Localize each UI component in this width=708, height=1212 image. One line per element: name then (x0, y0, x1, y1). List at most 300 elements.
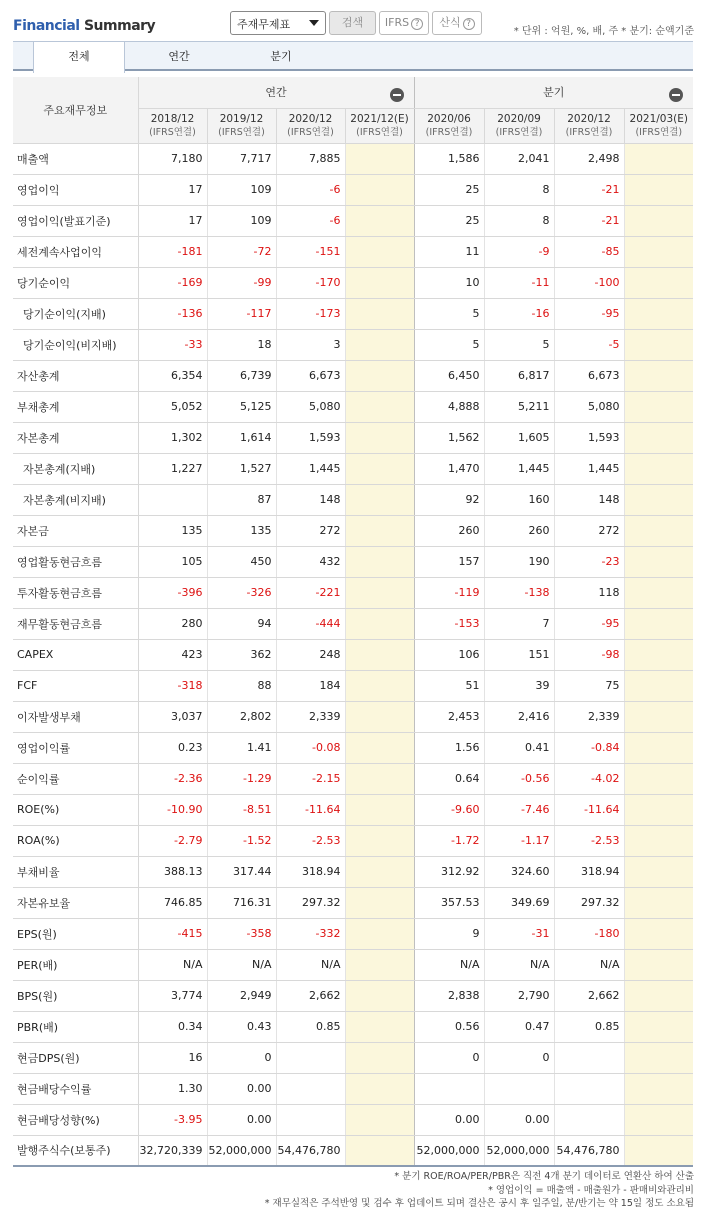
column-header (554, 108, 624, 143)
table-cell (345, 174, 414, 205)
table-cell: 1,302 (138, 422, 207, 453)
table-row (13, 670, 693, 701)
search-button[interactable]: 검색 (329, 11, 376, 35)
row-label: 세전계속사업이익 (13, 236, 138, 267)
table-cell (624, 608, 693, 639)
table-cell: 54,476,780 (276, 1135, 345, 1166)
table-cell (276, 1073, 345, 1104)
table-cell: 135 (138, 515, 207, 546)
table-cell (624, 639, 693, 670)
table-cell: 135 (207, 515, 276, 546)
table-cell (345, 1011, 414, 1042)
row-label: 자산총계 (13, 360, 138, 391)
table-cell: -0.84 (554, 732, 624, 763)
table-cell: 3 (276, 329, 345, 360)
table-cell: 6,739 (207, 360, 276, 391)
table-cell (345, 453, 414, 484)
table-cell: -0.08 (276, 732, 345, 763)
chevron-down-icon (309, 20, 319, 26)
table-cell (345, 670, 414, 701)
row-label: 발행주식수(보통주) (13, 1135, 138, 1166)
table-cell (624, 856, 693, 887)
table-row (13, 949, 693, 980)
table-cell: 0.47 (484, 1011, 554, 1042)
table-cell: 2,416 (484, 701, 554, 732)
table-row (13, 794, 693, 825)
table-cell: 148 (554, 484, 624, 515)
table-cell: 5,080 (276, 391, 345, 422)
quarter-group-label: 분기 (543, 86, 565, 100)
table-cell (624, 1073, 693, 1104)
table-cell: -221 (276, 577, 345, 608)
row-label: 자본유보율 (13, 887, 138, 918)
table-cell: 184 (276, 670, 345, 701)
table-cell: 25 (414, 205, 484, 236)
table-cell: -117 (207, 298, 276, 329)
table-cell: 2,453 (414, 701, 484, 732)
table-cell (624, 267, 693, 298)
table-cell: 2,802 (207, 701, 276, 732)
table-cell: -318 (138, 670, 207, 701)
column-period: 2020/06 (427, 112, 471, 125)
row-label: ROE(%) (13, 794, 138, 825)
title-part1: Financial (13, 18, 80, 34)
table-cell: 0.00 (484, 1104, 554, 1135)
table-cell: -2.15 (276, 763, 345, 794)
table-row (13, 856, 693, 887)
table-cell: -11 (484, 267, 554, 298)
table-cell: 2,339 (554, 701, 624, 732)
table-cell (345, 329, 414, 360)
table-cell: -16 (484, 298, 554, 329)
table-cell (345, 143, 414, 174)
table-row (13, 236, 693, 267)
table-cell: 32,720,339 (138, 1135, 207, 1166)
table-cell: 272 (276, 515, 345, 546)
tab-all[interactable]: 전체 (33, 42, 125, 73)
table-cell: 0 (207, 1042, 276, 1073)
table-cell: -85 (554, 236, 624, 267)
table-cell (624, 453, 693, 484)
table-cell: 362 (207, 639, 276, 670)
table-row (13, 205, 693, 236)
row-label: 영업이익 (13, 174, 138, 205)
row-label: FCF (13, 670, 138, 701)
table-cell: 2,662 (554, 980, 624, 1011)
row-label: 부채총계 (13, 391, 138, 422)
table-cell: -444 (276, 608, 345, 639)
table-cell: -6 (276, 174, 345, 205)
table-cell (345, 918, 414, 949)
table-cell (345, 267, 414, 298)
table-cell: -10.90 (138, 794, 207, 825)
table-cell: 7,180 (138, 143, 207, 174)
row-label: PER(배) (13, 949, 138, 980)
table-cell: -21 (554, 205, 624, 236)
table-cell: 260 (414, 515, 484, 546)
table-row (13, 639, 693, 670)
table-cell: 432 (276, 546, 345, 577)
row-label: 당기순이익(지배) (13, 298, 138, 329)
table-cell: N/A (138, 949, 207, 980)
table-cell (345, 298, 414, 329)
table-cell: 9 (414, 918, 484, 949)
table-cell: 4,888 (414, 391, 484, 422)
table-cell (624, 174, 693, 205)
annual-group-label: 연간 (265, 86, 287, 100)
table-cell: 0 (484, 1042, 554, 1073)
column-basis: (IFRS연결) (149, 126, 196, 138)
column-header (276, 108, 345, 143)
table-cell (554, 1042, 624, 1073)
table-cell (624, 205, 693, 236)
row-label: 순이익률 (13, 763, 138, 794)
table-cell: 0.00 (207, 1104, 276, 1135)
table-cell: 1.56 (414, 732, 484, 763)
table-cell: 1,605 (484, 422, 554, 453)
table-row (13, 453, 693, 484)
table-cell (484, 1073, 554, 1104)
table-cell: 17 (138, 174, 207, 205)
table-cell: -1.17 (484, 825, 554, 856)
table-cell: 94 (207, 608, 276, 639)
table-cell: 39 (484, 670, 554, 701)
table-cell (624, 980, 693, 1011)
table-cell: 8 (484, 205, 554, 236)
table-cell: 148 (276, 484, 345, 515)
row-label: 현금DPS(원) (13, 1042, 138, 1073)
table-cell: 7,717 (207, 143, 276, 174)
table-cell: 423 (138, 639, 207, 670)
table-cell (345, 639, 414, 670)
table-cell: 7,885 (276, 143, 345, 174)
table-cell: 75 (554, 670, 624, 701)
table-cell: 1.41 (207, 732, 276, 763)
collapse-annual-icon[interactable] (390, 88, 404, 102)
row-label: 영업이익(발표기준) (13, 205, 138, 236)
question-icon: ? (411, 18, 423, 30)
page-title (13, 18, 155, 34)
column-header (138, 108, 207, 143)
table-cell: 1,445 (276, 453, 345, 484)
table-cell (624, 732, 693, 763)
tab-quarter[interactable]: 분기 (270, 50, 292, 63)
table-cell: -2.53 (276, 825, 345, 856)
table-row (13, 577, 693, 608)
table-row (13, 887, 693, 918)
table-cell: -31 (484, 918, 554, 949)
table-cell: -2.53 (554, 825, 624, 856)
table-cell: 109 (207, 174, 276, 205)
table-cell: -9.60 (414, 794, 484, 825)
table-cell (624, 360, 693, 391)
table-cell: N/A (484, 949, 554, 980)
table-cell: -9 (484, 236, 554, 267)
label-header: 주요재무정보 (13, 77, 138, 143)
column-header (624, 108, 693, 143)
table-cell (624, 577, 693, 608)
table-row (13, 298, 693, 329)
table-cell (624, 1042, 693, 1073)
table-cell (624, 236, 693, 267)
column-basis: (IFRS연결) (356, 126, 403, 138)
table-cell: 52,000,000 (484, 1135, 554, 1166)
question-icon: ? (463, 18, 475, 30)
row-label: 당기순이익 (13, 267, 138, 298)
table-cell (624, 484, 693, 515)
table-cell (345, 949, 414, 980)
table-cell: 6,817 (484, 360, 554, 391)
row-label: 매출액 (13, 143, 138, 174)
table-cell: -396 (138, 577, 207, 608)
table-cell (345, 236, 414, 267)
table-cell: 5 (414, 298, 484, 329)
column-basis: (IFRS연결) (565, 126, 613, 138)
table-cell: 0.00 (207, 1073, 276, 1104)
table-cell: 450 (207, 546, 276, 577)
table-cell (624, 1135, 693, 1166)
table-cell: 105 (138, 546, 207, 577)
table-row (13, 174, 693, 205)
table-cell: -326 (207, 577, 276, 608)
table-cell (624, 887, 693, 918)
column-period: 2021/03(E) (629, 112, 688, 125)
row-label: PBR(배) (13, 1011, 138, 1042)
table-cell: 0.23 (138, 732, 207, 763)
table-cell: 6,673 (276, 360, 345, 391)
table-cell: 1,445 (484, 453, 554, 484)
table-cell (624, 701, 693, 732)
table-cell: -180 (554, 918, 624, 949)
table-cell: -1.52 (207, 825, 276, 856)
table-cell (345, 856, 414, 887)
table-row (13, 267, 693, 298)
table-cell (345, 1135, 414, 1166)
table-cell (345, 1042, 414, 1073)
table-cell (345, 360, 414, 391)
table-cell (345, 205, 414, 236)
row-label: 자본총계(비지배) (13, 484, 138, 515)
table-cell (276, 1104, 345, 1135)
table-cell (345, 391, 414, 422)
table-cell: -1.72 (414, 825, 484, 856)
ifrs-help-button[interactable] (379, 11, 429, 35)
row-label: EPS(원) (13, 918, 138, 949)
table-cell: -2.79 (138, 825, 207, 856)
table-cell: 0.43 (207, 1011, 276, 1042)
annual-group-header (138, 77, 414, 108)
table-cell: -173 (276, 298, 345, 329)
table-cell: 318.94 (554, 856, 624, 887)
table-cell: 2,790 (484, 980, 554, 1011)
table-cell: 5,080 (554, 391, 624, 422)
footnote: * 분기 ROE/ROA/PER/PBR은 직전 4개 분기 데이터로 연환산 하여 산출 (394, 1171, 694, 1182)
table-cell: 1,593 (276, 422, 345, 453)
table-cell: 297.32 (554, 887, 624, 918)
table-cell: 746.85 (138, 887, 207, 918)
table-cell: 0 (414, 1042, 484, 1073)
table-row (13, 484, 693, 515)
table-cell: -0.56 (484, 763, 554, 794)
table-cell: 0.00 (414, 1104, 484, 1135)
row-label: 자본총계(지배) (13, 453, 138, 484)
table-cell: -332 (276, 918, 345, 949)
table-cell (345, 794, 414, 825)
table-cell: 1,593 (554, 422, 624, 453)
table-cell: -95 (554, 298, 624, 329)
table-cell (345, 887, 414, 918)
table-row (13, 546, 693, 577)
table-cell (345, 825, 414, 856)
table-cell (345, 608, 414, 639)
table-cell: 10 (414, 267, 484, 298)
row-label: ROA(%) (13, 825, 138, 856)
table-cell: -151 (276, 236, 345, 267)
table-cell: 25 (414, 174, 484, 205)
table-cell: 118 (554, 577, 624, 608)
table-cell (345, 763, 414, 794)
formula-help-button[interactable] (432, 11, 482, 35)
collapse-quarter-icon[interactable] (669, 88, 683, 102)
table-cell: -170 (276, 267, 345, 298)
table-cell: -33 (138, 329, 207, 360)
table-cell: 6,450 (414, 360, 484, 391)
table-row (13, 360, 693, 391)
table-cell (414, 1073, 484, 1104)
table-cell: 17 (138, 205, 207, 236)
table-cell: -4.02 (554, 763, 624, 794)
table-cell: 92 (414, 484, 484, 515)
table-cell: -98 (554, 639, 624, 670)
table-cell: 1,445 (554, 453, 624, 484)
table-cell: 7 (484, 608, 554, 639)
table-cell: -415 (138, 918, 207, 949)
table-cell (276, 1042, 345, 1073)
table-cell (554, 1073, 624, 1104)
table-row (13, 1042, 693, 1073)
table-cell: 2,041 (484, 143, 554, 174)
table-cell: 716.31 (207, 887, 276, 918)
table-row (13, 1073, 693, 1104)
table-cell: 0.64 (414, 763, 484, 794)
unit-note: * 단위 : 억원, %, 배, 주 * 분기: 순액기준 (513, 26, 694, 37)
table-cell: 260 (484, 515, 554, 546)
row-label: 재무활동현금흐름 (13, 608, 138, 639)
table-cell: 0.34 (138, 1011, 207, 1042)
table-cell: 357.53 (414, 887, 484, 918)
table-cell: -95 (554, 608, 624, 639)
table-cell: 2,498 (554, 143, 624, 174)
title-part2: Summary (83, 18, 156, 34)
table-cell: 54,476,780 (554, 1135, 624, 1166)
table-cell: -23 (554, 546, 624, 577)
row-label: 영업이익률 (13, 732, 138, 763)
column-basis: (IFRS연결) (495, 126, 543, 138)
table-row (13, 1011, 693, 1042)
table-cell: -138 (484, 577, 554, 608)
table-cell: 2,949 (207, 980, 276, 1011)
column-period: 2020/09 (497, 112, 541, 125)
table-cell: 160 (484, 484, 554, 515)
table-cell (138, 484, 207, 515)
table-cell (624, 515, 693, 546)
row-label: 자본금 (13, 515, 138, 546)
table-cell: 109 (207, 205, 276, 236)
table-cell: 5,211 (484, 391, 554, 422)
table-cell: 51 (414, 670, 484, 701)
row-label: CAPEX (13, 639, 138, 670)
row-label: 자본총계 (13, 422, 138, 453)
table-cell: 88 (207, 670, 276, 701)
table-cell (345, 422, 414, 453)
column-header (484, 108, 554, 143)
table-cell: 6,673 (554, 360, 624, 391)
table-cell: 5 (484, 329, 554, 360)
column-basis: (IFRS연결) (635, 126, 683, 138)
row-label: 이자발생부채 (13, 701, 138, 732)
table-cell: 52,000,000 (414, 1135, 484, 1166)
row-label: 영업활동현금흐름 (13, 546, 138, 577)
table-cell (624, 143, 693, 174)
statement-type-select[interactable] (230, 11, 326, 35)
table-cell: 280 (138, 608, 207, 639)
toolbar (0, 0, 708, 40)
table-cell: -119 (414, 577, 484, 608)
row-label: 현금배당성향(%) (13, 1104, 138, 1135)
table-cell (345, 484, 414, 515)
column-period: 2020/12 (567, 112, 611, 125)
table-cell: 6,354 (138, 360, 207, 391)
period-tabs (13, 41, 693, 71)
table-row (13, 1104, 693, 1135)
column-basis: (IFRS연결) (425, 126, 473, 138)
table-cell (554, 1104, 624, 1135)
table-cell: -11.64 (276, 794, 345, 825)
table-cell (624, 329, 693, 360)
table-cell: 2,838 (414, 980, 484, 1011)
table-cell: 272 (554, 515, 624, 546)
table-cell: 87 (207, 484, 276, 515)
tab-annual[interactable]: 연간 (168, 50, 190, 63)
table-cell: -3.95 (138, 1104, 207, 1135)
table-cell (624, 794, 693, 825)
table-row (13, 1135, 693, 1166)
table-cell: -7.46 (484, 794, 554, 825)
table-cell: 1,470 (414, 453, 484, 484)
table-row (13, 980, 693, 1011)
table-cell: 1,586 (414, 143, 484, 174)
table-cell: -1.29 (207, 763, 276, 794)
table-cell: 157 (414, 546, 484, 577)
financial-summary-table (13, 77, 693, 1167)
footnote: * 영업이익 = 매출액 - 매출원가 - 판매비와관리비 (488, 1184, 694, 1196)
table-cell (345, 732, 414, 763)
table-cell: -169 (138, 267, 207, 298)
table-row (13, 825, 693, 856)
table-cell: 190 (484, 546, 554, 577)
table-cell (624, 949, 693, 980)
column-basis: (IFRS연결) (218, 126, 265, 138)
table-cell: 0.41 (484, 732, 554, 763)
table-cell: 1,527 (207, 453, 276, 484)
table-cell: 52,000,000 (207, 1135, 276, 1166)
column-header (207, 108, 276, 143)
ifrs-label: IFRS (384, 16, 410, 29)
table-cell (345, 1104, 414, 1135)
table-row (13, 391, 693, 422)
table-cell: 297.32 (276, 887, 345, 918)
table-cell: -358 (207, 918, 276, 949)
